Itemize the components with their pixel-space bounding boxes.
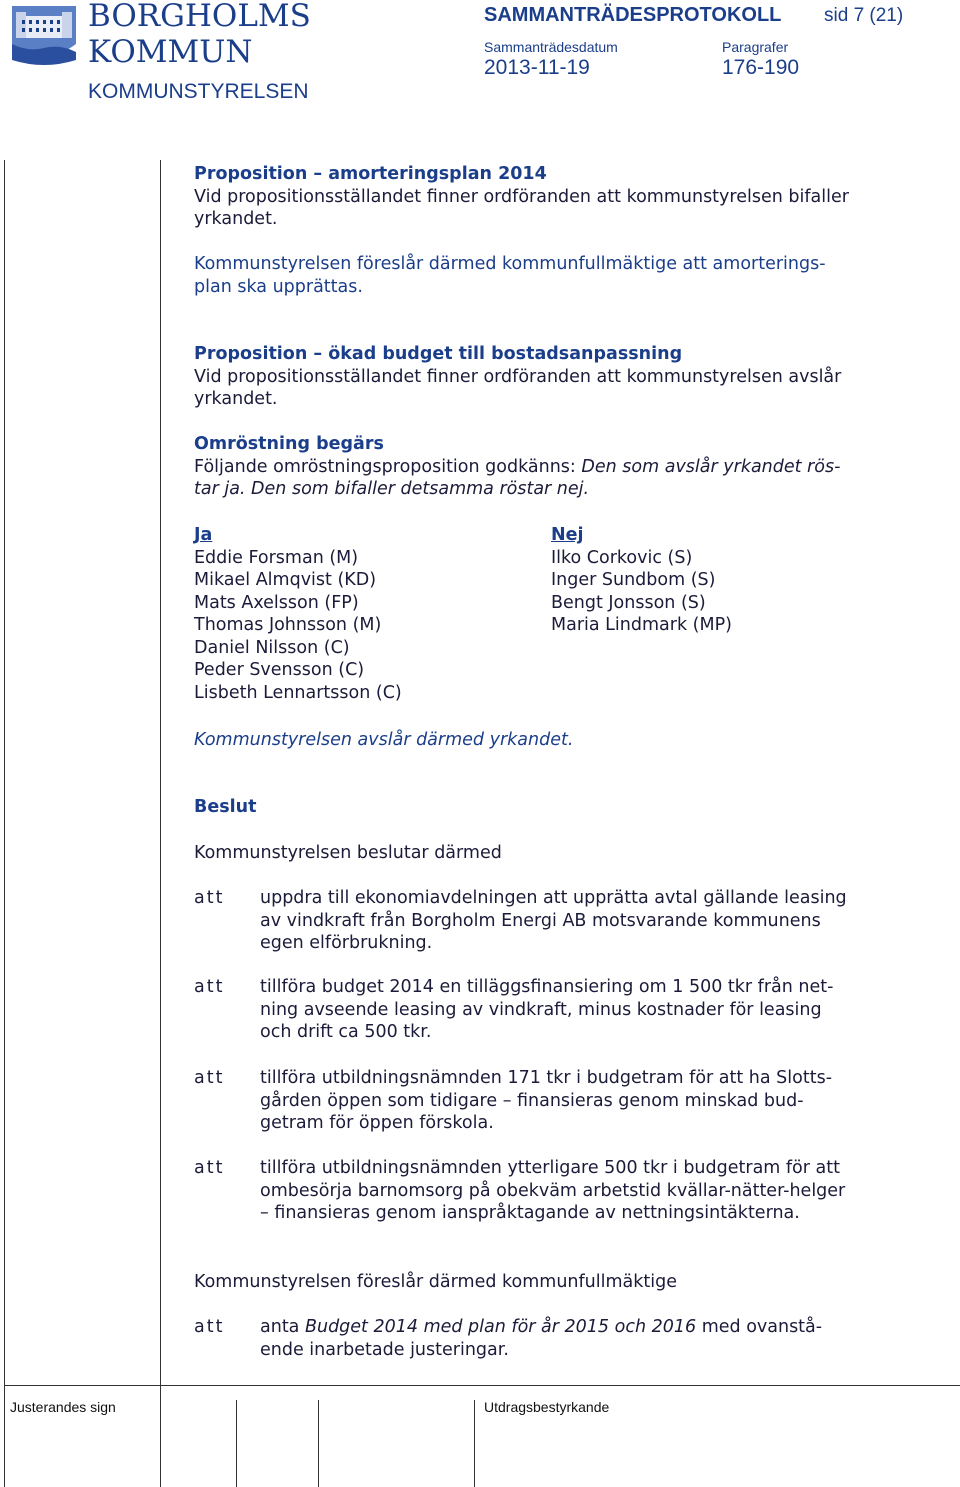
decision-heading-block [194, 796, 914, 819]
section-heading: Omröstning begärs [194, 434, 384, 454]
vote-result [194, 729, 914, 752]
att-label: att [194, 1068, 225, 1088]
page-number: sid 7 (21) [824, 5, 904, 26]
paragraph-line: gården öppen som tidigare – finansieras genom minskad bud- [260, 1090, 804, 1111]
text-plain: med ovanstå- [696, 1317, 823, 1337]
vote-requested [194, 433, 914, 501]
paragraph-line: tillföra budget 2014 en tilläggsfinansiering om 1 500 tkr från net- [260, 977, 834, 997]
section-heading: Proposition – amorteringsplan 2014 [194, 164, 547, 184]
paragraph-line [260, 1316, 900, 1339]
paragraphs-value: 176-190 [722, 56, 800, 79]
signature-label: Justerandes sign [10, 1399, 116, 1415]
footer-sign-box-1 [160, 1400, 161, 1487]
paragraph-line: yrkandet. [194, 389, 278, 409]
document-title: SAMMANTRÄDESPROTOKOLL [484, 4, 782, 26]
att-label: att [194, 1158, 225, 1178]
paragraph-line [194, 456, 914, 479]
left-border-outer [4, 160, 5, 1487]
voter-name: Eddie Forsman (M) [194, 547, 359, 568]
proposal-intro-block [194, 1271, 914, 1294]
voter-name: Lisbeth Lennartsson (C) [194, 682, 402, 703]
paragraph-line: egen elförbrukning. [260, 933, 433, 953]
voter-name: Thomas Johnsson (M) [194, 615, 382, 635]
vote-yes-column [194, 524, 402, 704]
meeting-date-value: 2013-11-19 [484, 56, 590, 79]
vote-no-label: Nej [551, 525, 584, 545]
meeting-date-label: Sammanträdesdatum [484, 39, 618, 55]
municipality-crest [10, 4, 78, 66]
paragraph-line: av vindkraft från Borgholm Energi AB motsvarande kommunens [260, 910, 821, 931]
footer-divider [4, 1385, 960, 1386]
voter-name: Inger Sundbom (S) [551, 570, 716, 590]
voter-name: Ilko Corkovic (S) [551, 547, 693, 568]
paragraph-line: Vid propositionsställandet finner ordföranden att kommunstyrelsen avslår [194, 366, 842, 387]
budget-title: Budget 2014 med plan för år 2015 och 2016 [304, 1317, 697, 1337]
org-name: KOMMUNSTYRELSEN [88, 80, 309, 103]
proposition-amortization [194, 163, 914, 231]
text-plain: anta [260, 1317, 305, 1337]
paragraph-line: uppdra till ekonomiavdelningen att upprätta avtal gällande leasing [260, 888, 847, 908]
paragraph-line: Vid propositionsställandet finner ordföranden att kommunstyrelsen bifaller [194, 186, 849, 207]
decision-item [194, 1067, 914, 1135]
paragraph-line: och drift ca 500 tkr. [260, 1022, 432, 1042]
footer-sign-box-2 [236, 1400, 237, 1487]
paragraph-line: tillföra utbildningsnämnden ytterligare 500 tkr i budgetram för att [260, 1158, 840, 1178]
footer-sign-box-4 [474, 1400, 475, 1487]
voter-name: Bengt Jonsson (S) [551, 592, 706, 613]
voter-name: Peder Svensson (C) [194, 660, 365, 680]
left-border-inner [160, 160, 161, 1487]
footer-sign-box-3 [318, 1400, 319, 1487]
paragraph-line: ende inarbetade justeringar. [260, 1339, 509, 1360]
proposal-amortization-plan [194, 253, 914, 298]
paragraph-line: tar ja. Den som bifaller detsamma röstar nej. [194, 479, 590, 499]
paragraph-line: Kommunstyrelsen beslutar därmed [194, 843, 502, 863]
extract-certification-label: Utdragsbestyrkande [484, 1399, 610, 1415]
paragraph-line: getram för öppen förskola. [260, 1113, 494, 1133]
proposition-housing-adaptation [194, 343, 914, 411]
logo-text-borgholms: BORGHOLMS [88, 0, 311, 34]
voter-name: Maria Lindmark (MP) [551, 615, 732, 635]
decision-item [194, 1157, 914, 1225]
paragraph-line: tillföra utbildningsnämnden 171 tkr i budgetram för att ha Slotts- [260, 1068, 833, 1088]
section-heading: Beslut [194, 797, 257, 817]
att-label: att [194, 977, 225, 997]
paragraph-line: ombesörja barnomsorg på obekväm arbetstid kvällar-nätter-helger [260, 1180, 846, 1201]
vote-text-plain: Följande omröstningsproposition godkänns: [194, 456, 582, 477]
voter-name: Mikael Almqvist (KD) [194, 570, 377, 590]
decision-intro-block [194, 842, 914, 865]
decision-item [194, 887, 914, 955]
paragraph-line: yrkandet. [194, 209, 278, 229]
paragraph-line: ning avseende leasing av vindkraft, minus kostnader för leasing [260, 999, 822, 1020]
paragraph-line: Kommunstyrelsen avslår därmed yrkandet. [194, 730, 574, 750]
vote-no-column [551, 524, 732, 637]
paragraphs-label: Paragrafer [722, 39, 789, 55]
paragraph-line: – finansieras genom ianspråktagande av nettningsintäkterna. [260, 1203, 800, 1223]
vote-text-italic: Den som avslår yrkandet rös- [581, 456, 841, 477]
voter-name: Mats Axelsson (FP) [194, 592, 359, 613]
paragraph-line: Kommunstyrelsen föreslår därmed kommunfullmäktige att amorterings- [194, 254, 826, 274]
paragraph-line: Kommunstyrelsen föreslår därmed kommunfullmäktige [194, 1272, 677, 1292]
paragraph-line: plan ska upprättas. [194, 276, 363, 297]
decision-item [194, 976, 914, 1044]
proposal-item [194, 1316, 914, 1362]
logo-text-kommun: KOMMUN [88, 34, 253, 70]
att-label: att [194, 888, 225, 908]
section-heading: Proposition – ökad budget till bostadsanpassning [194, 344, 683, 364]
att-label: att [194, 1317, 225, 1337]
voter-name: Daniel Nilsson (C) [194, 637, 350, 658]
vote-yes-label: Ja [194, 525, 213, 545]
